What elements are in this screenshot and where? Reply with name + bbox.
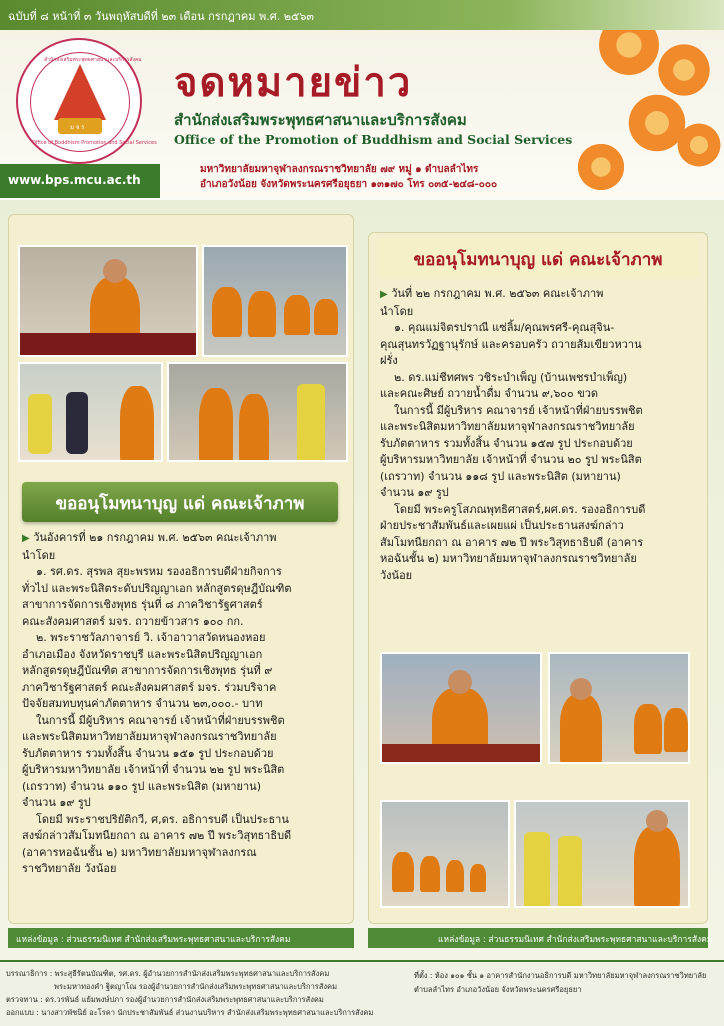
org-name-english: Office of the Promotion of Buddhism and Social Services bbox=[174, 132, 573, 147]
address: มหาวิทยาลัยมหาจุฬาลงกรณราชวิทยาลัย ๗๙ หมู่ ๑ ตำบลลำไทร อำเภอวังน้อย จังหวัดพระนครศรีอยุธยา ๑๓๑๗๐ โทร ๐๓๕-๒๔๘-๐๐๐ bbox=[200, 164, 498, 190]
left-line: สาขาการจัดการเชิงพุทธ รุ่นที่ ๘ ภาควิชารัฐศาสตร์ bbox=[22, 598, 263, 611]
right-line: และคณะศิษย์ ถวายน้ำดื่ม จำนวน ๙,๖๐๐ ขวด bbox=[380, 387, 599, 400]
left-line: (เถรวาท) จำนวน ๑๑๐ รูป และพระนิสิต (มหายาน) bbox=[22, 779, 261, 793]
left-line: ราชวิทยาลัย วังน้อย bbox=[22, 862, 117, 875]
org-name-thai: สำนักส่งเสริมพระพุทธศาสนาและบริการสังคม bbox=[174, 111, 467, 129]
left-line: โดยมี พระราชปริยัติกวี, ศ,ดร. อธิการบดี เป็นประธาน bbox=[36, 812, 289, 826]
left-line: (อาคารหอฉันชั้น ๒) มหาวิทยาลัยมหาจุฬาลงกรณ bbox=[22, 845, 257, 859]
right-line: ๒. ดร.แม่ชีทศพร วชิระบำเพ็ญ (บ้านเพชรบำเพ็ญ) bbox=[394, 370, 628, 384]
left-heading: ขออนุโมทนาบุญ แด่ คณะเจ้าภาพ bbox=[55, 494, 305, 514]
footer bbox=[0, 960, 724, 1026]
right-line: โดยมี พระครูโสภณพุทธิศาสตร์,ผศ.ดร. รองอธิการบดี bbox=[394, 502, 646, 516]
location-line-2: ตำบลลำไทร อำเภอวังน้อย จังหวัดพระนครศรีอยุธยา bbox=[414, 985, 582, 994]
left-heading-banner bbox=[22, 482, 338, 522]
right-line: ๑. คุณแม่จิตรปราณี แซ่ลิ้ม/คุณพรศรี-คุณสุจิน- bbox=[394, 321, 615, 334]
right-body bbox=[380, 286, 700, 584]
right-heading: ขออนุโมทนาบุญ แด่ คณะเจ้าภาพ bbox=[413, 250, 663, 270]
right-line: รับภัตตาหาร รวมทั้งสิ้น จำนวน ๑๕๗ รูป ประกอบด้วย bbox=[380, 436, 633, 450]
editor-line: บรรณาธิการ : พระสุธีรัตนบัณฑิต, รศ.ดร. ผู้อำนวยการสำนักส่งเสริมพระพุทธศาสนาและบริการสังคม bbox=[6, 969, 330, 978]
left-line: ปัจจัยสมทบทุนค่าภัตตาหาร จำนวน ๒๓,๐๐๐.- บาท bbox=[22, 697, 263, 710]
photo-serving-monks bbox=[514, 800, 690, 908]
right-line: ▶ วันที่ ๒๒ กรกฎาคม พ.ศ. ๒๕๖๓ คณะเจ้าภาพ bbox=[380, 287, 604, 300]
left-line: ▶ วันอังคารที่ ๒๑ กรกฎาคม พ.ศ. ๒๕๖๓ คณะเจ้าภาพ bbox=[22, 531, 277, 544]
left-source-bar bbox=[8, 928, 354, 948]
right-line: ฝรั่ง bbox=[380, 354, 398, 367]
temple-emblem-icon bbox=[54, 64, 106, 120]
left-line: นำโดย bbox=[22, 548, 56, 562]
location-line: ที่ตั้ง : ห้อง ๑๐๑ ชั้น ๑ อาคารสำนักงานอธิการบดี มหาวิทยาลัยมหาจุฬาลงกรณราชวิทยาลัย bbox=[414, 971, 707, 980]
right-source: แหล่งข้อมูล : ส่วนธรรมนิเทศ สำนักส่งเสริมพระพุทธศาสนาและบริการสังคม bbox=[438, 935, 713, 945]
issue-bar bbox=[0, 0, 724, 30]
right-line: คุณสุนทรวัฏฐานุรักษ์ และครอบครัว ถวายส้มเขียวหวาน bbox=[380, 337, 642, 351]
left-source: แหล่งข้อมูล : ส่วนธรรมนิเทศ สำนักส่งเสริมพระพุทธศาสนาและบริการสังคม bbox=[16, 935, 291, 945]
right-line: (เถรวาท) จำนวน ๑๑๘ รูป และพระนิสิต (มหายาน) bbox=[380, 469, 621, 483]
newsletter-title: จดหมายข่าว bbox=[174, 59, 413, 106]
website-link[interactable]: www.bps.mcu.ac.th bbox=[8, 173, 141, 187]
right-heading-banner bbox=[378, 238, 698, 278]
right-line: ผู้บริหารมหาวิทยาลัย เจ้าหน้าที่ จำนวน ๒๐ รูป พระนิสิต bbox=[380, 453, 642, 466]
left-line: ผู้บริหารมหาวิทยาลัย เจ้าหน้าที่ จำนวน ๒๒ รูป พระนิสิต bbox=[22, 763, 285, 776]
editor-line-2: พระมหาทองคำ ฐิตญาโณ รองผู้อำนวยการสำนักส่งเสริมพระพุทธศาสนาและบริการสังคม bbox=[54, 982, 338, 991]
left-line: ภาควิชารัฐศาสตร์ คณะสังคมศาสตร์ มจร. ร่วมบริจาค bbox=[22, 680, 277, 694]
left-line: หลักสูตรดุษฎีบัณฑิต สาขาการจัดการเชิงพุทธ รุ่นที่ ๙ bbox=[22, 664, 273, 677]
right-line: วังน้อย bbox=[380, 568, 413, 582]
right-line: จำนวน ๑๙ รูป bbox=[380, 486, 449, 499]
design-line: ออกแบบ : นางสาวพัชนิย์ อะโรคา นักประชาสัมพันธ์ ส่วนงานบริหาร สำนักส่งเสริมพระพุทธศาสนาและบริการสังคม bbox=[6, 1008, 374, 1017]
photo-food-serving bbox=[18, 362, 163, 462]
right-line: นำโดย bbox=[380, 304, 414, 318]
university-seal: สำนักส่งเสริมพระพุทธศาสนาและบริการสังคม Office of Buddhism Promotion and Social Services ม จ ร bbox=[16, 38, 142, 164]
left-body bbox=[22, 530, 348, 878]
left-line: คณะสังคมศาสตร์ มจร. ถวายข้าวสาร ๑๐๐ กก. bbox=[22, 614, 244, 628]
left-line: ๑. รศ.ดร. สุรพล สุยะพรหม รองอธิการบดีฝ่ายกิจการ bbox=[36, 565, 282, 578]
photo-monk-speaking bbox=[18, 245, 198, 357]
right-line: ในการนี้ มีผู้บริหาร คณาจารย์ เจ้าหน้าที่ฝ่ายบรรพชิต bbox=[394, 403, 643, 417]
photo-dining-hall bbox=[380, 800, 510, 908]
photo-monk-sermon bbox=[380, 652, 542, 764]
right-line: สัมโมทนียกถา ณ อาคาร ๗๒ ปี พระวิสุทธาธิบดี (อาคาร bbox=[380, 535, 644, 549]
left-line: ๒. พระราชวัลภาจารย์ วิ. เจ้าอาวาสวัดหนองหอย bbox=[36, 631, 266, 644]
issue-line: ฉบับที่ ๘ หน้าที่ ๓ วันพฤหัสบดีที่ ๒๓ เดือน กรกฎาคม พ.ศ. ๒๕๖๓ bbox=[8, 10, 314, 23]
right-line: หอฉันชั้น ๒) มหาวิทยาลัยมหาจุฬาลงกรณราชวิทยาลัย bbox=[380, 552, 637, 565]
photo-monks-dining bbox=[202, 245, 348, 357]
photo-monks-seated bbox=[548, 652, 690, 764]
left-line: จำนวน ๑๙ รูป bbox=[22, 796, 91, 809]
left-line: สงฆ์กล่าวสัมโมทนียกถา ณ อาคาร ๗๒ ปี พระวิสุทธาธิบดี bbox=[22, 829, 292, 842]
left-line: ในการนี้ มีผู้บริหาร คณาจารย์ เจ้าหน้าที่ฝ่ายบรรพชิต bbox=[36, 713, 285, 727]
left-line: อำเภอเมือง จังหวัดราชบุรี และพระนิสิตปริญญาเอก bbox=[22, 647, 263, 661]
photo-alms-offering bbox=[167, 362, 348, 462]
left-line: และพระนิสิตมหาวิทยาลัยมหาจุฬาลงกรณราชวิทยาลัย bbox=[22, 730, 277, 743]
website-bar[interactable] bbox=[0, 164, 160, 198]
right-line: ฝ่ายประชาสัมพันธ์และเผยแผ่ เป็นประธานสงฆ์กล่าว bbox=[380, 519, 624, 532]
left-line: รับภัตตาหาร รวมทั้งสิ้น จำนวน ๑๕๑ รูป ประกอบด้วย bbox=[22, 746, 274, 760]
arrow-bullet-icon: ▶ bbox=[22, 533, 30, 544]
left-line: ทั่วไป และพระนิสิตระดับปริญญาเอก หลักสูตรดุษฎีบัณฑิต bbox=[22, 581, 292, 595]
proofread-line: ตรวจทาน : ดร.วรพันธ์ แย้มพงษ์ปภา รองผู้อำนวยการสำนักส่งเสริมพระพุทธศาสนาและบริการสังคม bbox=[6, 995, 324, 1004]
right-line: และพระนิสิตมหาวิทยาลัยมหาจุฬาลงกรณราชวิทยาลัย bbox=[380, 420, 635, 433]
right-source-bar bbox=[368, 928, 713, 948]
arrow-bullet-icon: ▶ bbox=[380, 289, 388, 300]
